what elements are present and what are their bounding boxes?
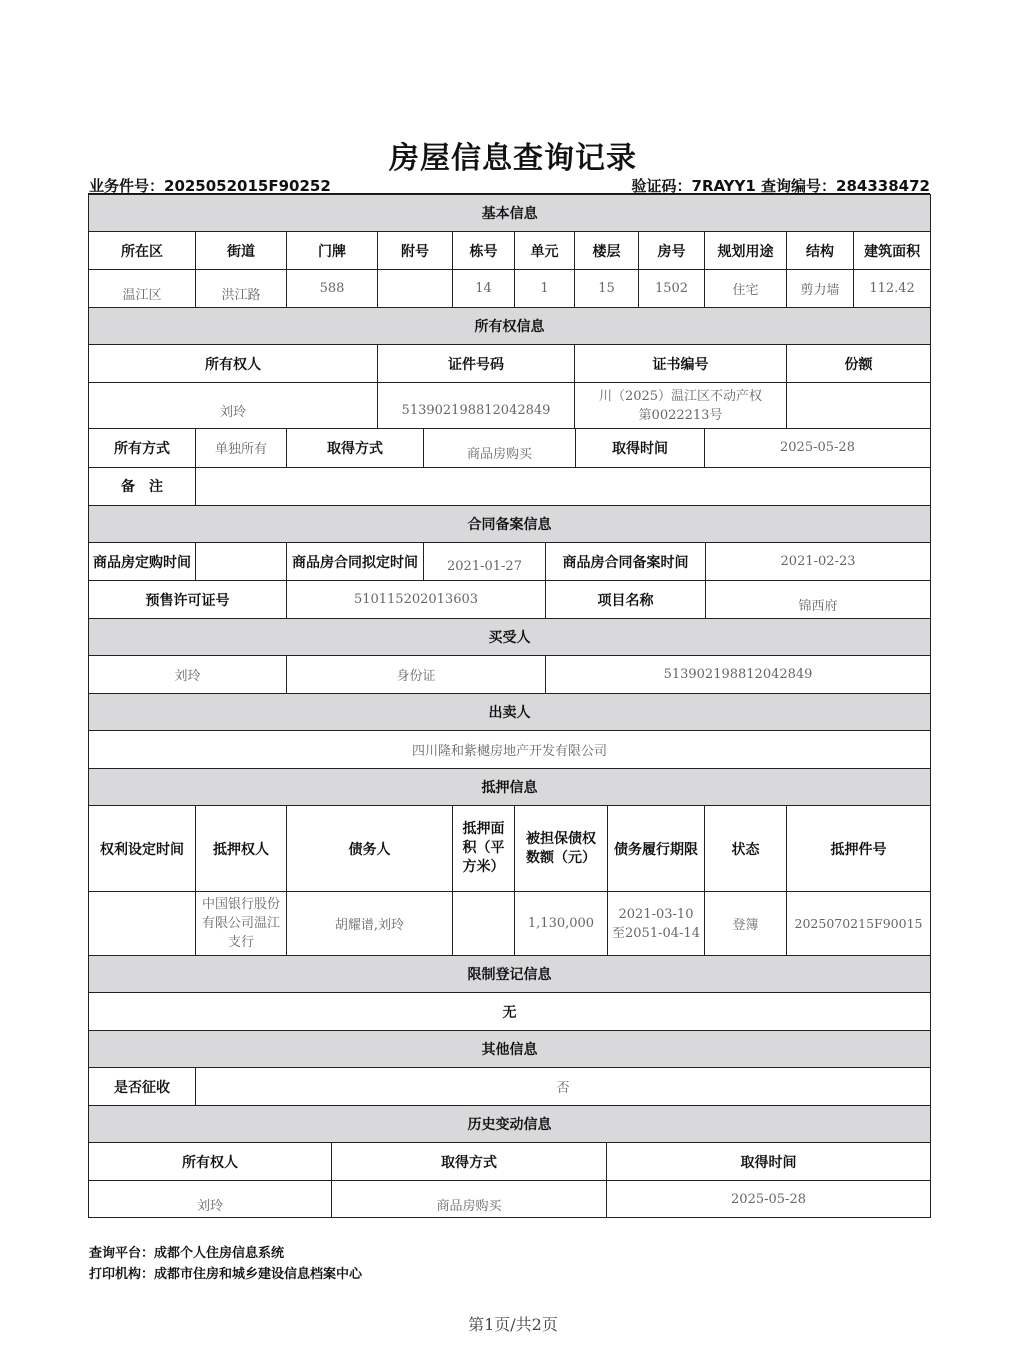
value-acquire-type: 商品房购买 bbox=[424, 429, 576, 467]
section-other-info: 其他信息 bbox=[89, 1031, 931, 1068]
header-right-set-time: 权利设定时间 bbox=[89, 806, 196, 892]
value-planned-use: 住宅 bbox=[705, 270, 787, 308]
header-status: 状态 bbox=[705, 806, 787, 892]
section-seller: 出卖人 bbox=[89, 694, 931, 731]
header-floor: 楼层 bbox=[575, 232, 639, 270]
owner-id-number: 513902198812042849 bbox=[378, 383, 575, 429]
section-ownership-info: 所有权信息 bbox=[89, 308, 931, 345]
header-mortgage-area: 抵押面积（平方米） bbox=[453, 806, 515, 892]
verify-query-number: 验证码：7RAYY1 查询编号：284338472 bbox=[631, 177, 930, 195]
debt-term-end: 至2051-04-14 bbox=[612, 925, 700, 941]
page-title: 房屋信息查询记录 bbox=[389, 141, 637, 176]
value-acquire-time: 2025-05-28 bbox=[705, 429, 931, 467]
value-sub-no bbox=[378, 270, 453, 308]
section-contract-info: 合同备案信息 bbox=[89, 506, 931, 543]
buyer-id-type: 身份证 bbox=[287, 656, 546, 694]
header-cert-number: 证书编号 bbox=[575, 345, 787, 383]
value-restriction: 无 bbox=[89, 993, 931, 1031]
header-mortgagee: 抵押权人 bbox=[196, 806, 287, 892]
header-history-acquire-type: 取得方式 bbox=[332, 1143, 607, 1181]
header-debtor: 债务人 bbox=[287, 806, 453, 892]
value-district: 温江区 bbox=[89, 270, 196, 308]
label-acquire-type: 取得方式 bbox=[287, 429, 424, 467]
header-id-number: 证件号码 bbox=[378, 345, 575, 383]
value-floor: 15 bbox=[575, 270, 639, 308]
section-basic-info: 基本信息 bbox=[89, 195, 931, 232]
header-door-no: 门牌 bbox=[287, 232, 378, 270]
label-expropriation: 是否征收 bbox=[89, 1068, 196, 1106]
value-debt-term bbox=[608, 892, 705, 956]
value-room-no: 1502 bbox=[639, 270, 705, 308]
value-building-no: 14 bbox=[453, 270, 515, 308]
page-number: 第1页/共2页 bbox=[468, 1315, 558, 1334]
label-filing-time: 商品房合同备案时间 bbox=[546, 543, 706, 581]
label-draft-time: 商品房合同拟定时间 bbox=[287, 543, 424, 581]
value-presale-permit: 510115202013603 bbox=[287, 581, 546, 619]
value-remark bbox=[196, 468, 931, 506]
value-order-time bbox=[196, 543, 287, 581]
value-street: 洪江路 bbox=[196, 270, 287, 308]
query-platform: 查询平台：成都个人住房信息系统 bbox=[89, 1246, 285, 1261]
header-unit: 单元 bbox=[515, 232, 575, 270]
value-right-set-time bbox=[89, 892, 196, 956]
header-floor-area: 建筑面积 bbox=[854, 232, 931, 270]
history-owner: 刘玲 bbox=[89, 1181, 332, 1218]
label-remark: 备 注 bbox=[89, 468, 196, 506]
value-mortgage-area bbox=[453, 892, 515, 956]
record-table bbox=[88, 194, 930, 1218]
header-history-owner: 所有权人 bbox=[89, 1143, 332, 1181]
share-value bbox=[787, 383, 931, 429]
section-buyer: 买受人 bbox=[89, 619, 931, 656]
value-mortgagee: 中国银行股份有限公司温江支行 bbox=[196, 892, 287, 956]
cert-number-line2: 第0022213号 bbox=[638, 407, 723, 423]
header-secured-amount: 被担保债权数额（元） bbox=[515, 806, 608, 892]
history-acquire-type: 商品房购买 bbox=[332, 1181, 607, 1218]
print-organization: 打印机构：成都市住房和城乡建设信息档案中心 bbox=[89, 1267, 363, 1282]
section-restriction-info: 限制登记信息 bbox=[89, 956, 931, 993]
section-mortgage-info: 抵押信息 bbox=[89, 769, 931, 806]
header-street: 街道 bbox=[196, 232, 287, 270]
value-structure: 剪力墙 bbox=[787, 270, 854, 308]
header-district: 所在区 bbox=[89, 232, 196, 270]
value-mortgage-case-no: 2025070215F90015 bbox=[787, 892, 931, 956]
buyer-id-number: 513902198812042849 bbox=[546, 656, 931, 694]
header-planned-use: 规划用途 bbox=[705, 232, 787, 270]
label-own-type: 所有方式 bbox=[89, 429, 196, 467]
buyer-name: 刘玲 bbox=[89, 656, 287, 694]
value-expropriation: 否 bbox=[196, 1068, 931, 1106]
header-history-acquire-time: 取得时间 bbox=[607, 1143, 931, 1181]
value-filing-time: 2021-02-23 bbox=[706, 543, 931, 581]
header-building-no: 栋号 bbox=[453, 232, 515, 270]
value-floor-area: 112.42 bbox=[854, 270, 931, 308]
debt-term-start: 2021-03-10 bbox=[618, 906, 694, 922]
value-own-type: 单独所有 bbox=[196, 429, 287, 467]
label-project-name: 项目名称 bbox=[546, 581, 706, 619]
cert-number bbox=[575, 383, 787, 429]
header-sub-no: 附号 bbox=[378, 232, 453, 270]
value-door-no: 588 bbox=[287, 270, 378, 308]
label-acquire-time: 取得时间 bbox=[576, 429, 705, 467]
label-presale-permit: 预售许可证号 bbox=[89, 581, 287, 619]
cert-number-line1: 川（2025）温江区不动产权 bbox=[598, 388, 763, 404]
history-acquire-time: 2025-05-28 bbox=[607, 1181, 931, 1218]
value-project-name: 锦西府 bbox=[706, 581, 931, 619]
value-status: 登簿 bbox=[705, 892, 787, 956]
value-debtor: 胡耀谱,刘玲 bbox=[287, 892, 453, 956]
value-unit: 1 bbox=[515, 270, 575, 308]
header-mortgage-case-no: 抵押件号 bbox=[787, 806, 931, 892]
business-number: 业务件号：2025052015F90252 bbox=[89, 177, 331, 195]
owner-name: 刘玲 bbox=[89, 383, 378, 429]
header-structure: 结构 bbox=[787, 232, 854, 270]
section-history-info: 历史变动信息 bbox=[89, 1106, 931, 1143]
header-owner: 所有权人 bbox=[89, 345, 378, 383]
label-order-time: 商品房定购时间 bbox=[89, 543, 196, 581]
value-draft-time: 2021-01-27 bbox=[424, 543, 546, 581]
header-share: 份额 bbox=[787, 345, 931, 383]
value-secured-amount: 1,130,000 bbox=[515, 892, 608, 956]
header-room-no: 房号 bbox=[639, 232, 705, 270]
header-debt-term: 债务履行期限 bbox=[608, 806, 705, 892]
seller-name: 四川隆和紫樾房地产开发有限公司 bbox=[89, 731, 931, 769]
